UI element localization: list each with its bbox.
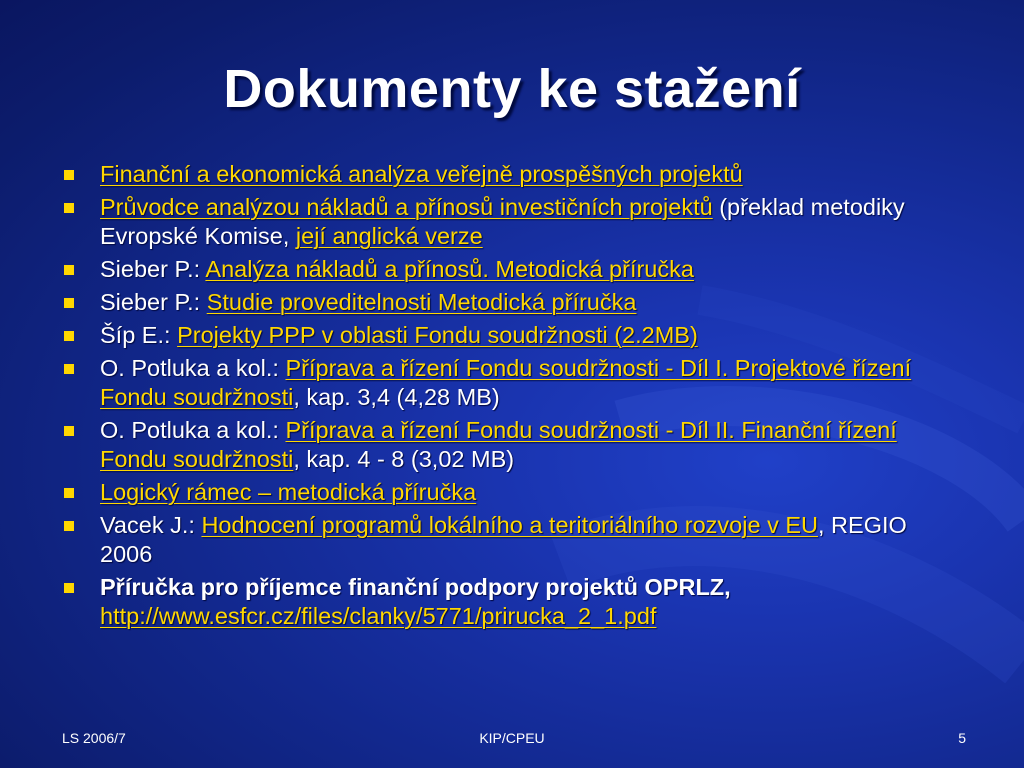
list-item	[62, 321, 962, 350]
footer-date: LS 2006/7	[62, 730, 126, 746]
link-anglicka-verze[interactable]: její anglická verze	[295, 223, 483, 249]
link-prirucka-pdf[interactable]: http://www.esfcr.cz/files/clanky/5771/prirucka_2_1.pdf	[100, 603, 657, 629]
slide-title: Dokumenty ke stažení	[223, 59, 801, 119]
list-item	[62, 193, 962, 251]
link-analyza-nakladu[interactable]: Analýza nákladů a přínosů. Metodická příručka	[205, 256, 694, 282]
document-list	[62, 160, 962, 635]
square-bullet-icon	[64, 265, 74, 275]
link-pruvodce-analyzou[interactable]: Průvodce analýzou nákladů a přínosů investičních projektů	[100, 194, 713, 220]
item-bold-text: Příručka pro příjemce finanční podpory projektů OPRLZ,	[100, 574, 731, 600]
list-item	[62, 416, 962, 474]
list-item	[62, 478, 962, 507]
author-prefix: Vacek J.:	[100, 512, 202, 538]
link-projekty-ppp[interactable]: Projekty PPP v oblasti Fondu soudržnosti (2.2MB)	[177, 322, 698, 348]
link-logicky-ramec[interactable]: Logický rámec – metodická příručka	[100, 479, 477, 505]
author-prefix: Šíp E.:	[100, 322, 178, 348]
item-text: (překlad metodiky Evropské Komise,	[100, 194, 905, 249]
footer-center: KIP/CPEU	[479, 730, 545, 746]
author-prefix: Sieber P.:	[100, 289, 207, 315]
item-suffix: , REGIO 2006	[100, 512, 907, 567]
square-bullet-icon	[64, 203, 74, 213]
link-financni-analyza[interactable]: Finanční a ekonomická analýza veřejně prospěšných projektů	[100, 161, 743, 187]
square-bullet-icon	[64, 488, 74, 498]
author-prefix: O. Potluka a kol.:	[100, 355, 286, 381]
square-bullet-icon	[64, 170, 74, 180]
list-item	[62, 354, 962, 412]
square-bullet-icon	[64, 426, 74, 436]
item-suffix: , kap. 4 - 8 (3,02 MB)	[293, 446, 515, 472]
square-bullet-icon	[64, 521, 74, 531]
list-item	[62, 573, 962, 631]
author-prefix: Sieber P.:	[100, 256, 206, 282]
list-item	[62, 288, 962, 317]
square-bullet-icon	[64, 364, 74, 374]
link-studie-proveditelnosti[interactable]: Studie proveditelnosti Metodická příručka	[206, 289, 637, 315]
link-hodnoceni-programu[interactable]: Hodnocení programů lokálního a teritoriálního rozvoje v EU	[201, 512, 818, 538]
list-item	[62, 255, 962, 284]
author-prefix: O. Potluka a kol.:	[100, 417, 286, 443]
item-suffix: , kap. 3,4 (4,28 MB)	[293, 384, 500, 410]
page-number: 5	[958, 730, 966, 746]
square-bullet-icon	[64, 298, 74, 308]
list-item	[62, 160, 962, 189]
square-bullet-icon	[64, 331, 74, 341]
link-fond-soudrznosti-dil-1[interactable]: Příprava a řízení Fondu soudržnosti - Díl I. Projektové řízení Fondu soudržnosti	[100, 355, 912, 410]
link-fond-soudrznosti-dil-2[interactable]: Příprava a řízení Fondu soudržnosti - Díl II. Finanční řízení Fondu soudržnosti	[100, 417, 897, 472]
square-bullet-icon	[64, 583, 74, 593]
list-item	[62, 511, 962, 569]
